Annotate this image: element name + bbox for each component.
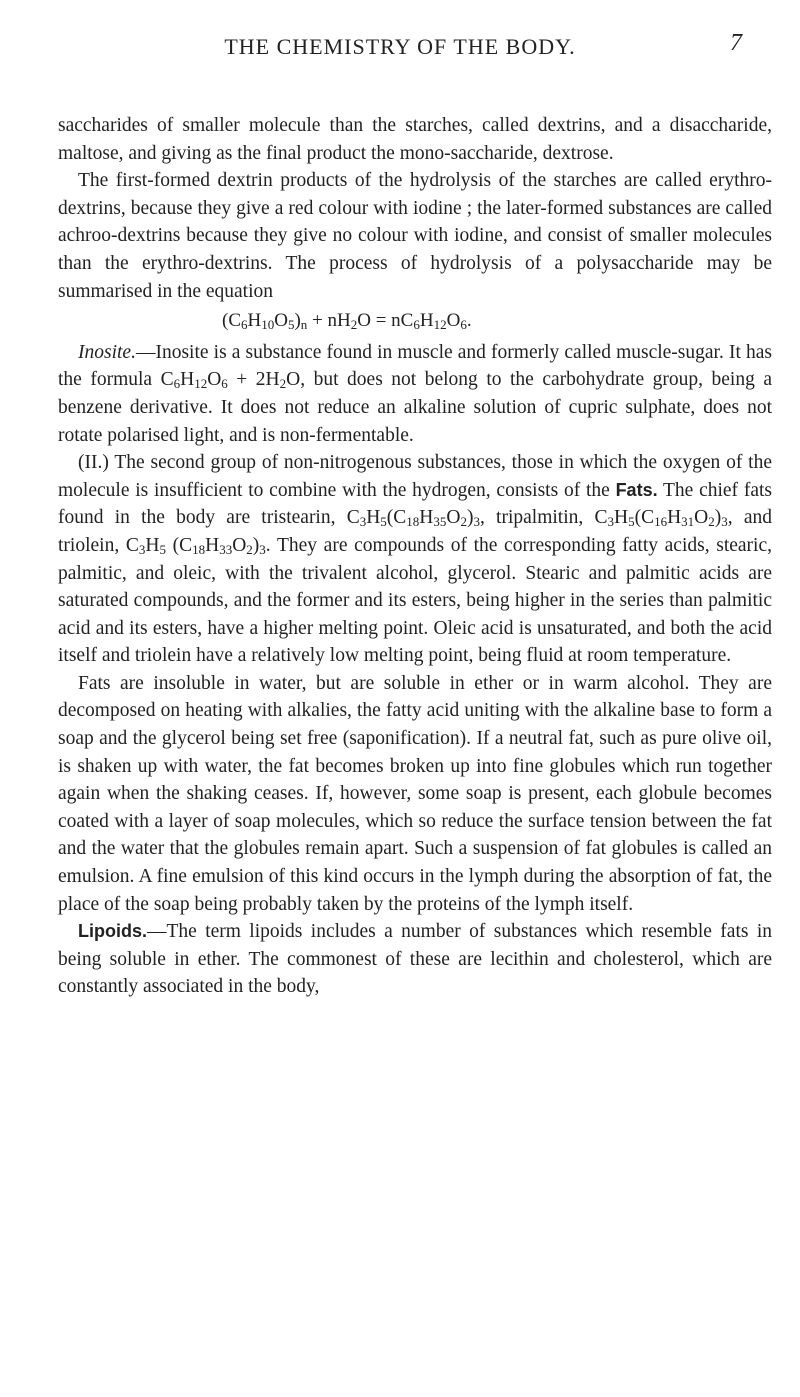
body-text bbox=[58, 112, 772, 1001]
paragraph-lipoids bbox=[58, 918, 772, 1001]
inosite-formula: $C_6H_{12}O_6 + 2H_2O$ bbox=[160, 369, 301, 392]
fats-text-a: (II.) The second group of non-nitrogenous substances, those in which the oxygen of the molecule is insufficient to combine with the hydrogen, consists of the bbox=[58, 452, 772, 501]
fats-text-e: . They are compounds of the corresponding fatty acids, stearic, palmitic, and oleic, with the trivalent alcohol, glycerol. Stearic and palmitic acids are saturated compounds, and the former and its esters, being higher in the series than palmitic acid and its esters, have a higher melting point. Oleic acid is unsaturated, and both the acid itself and triolein have a relatively low melting point, being fluid at room temperature. bbox=[58, 534, 772, 667]
tripalmitin-formula: $C_3H_5(C_{16}H_{31}O_2)_3$ bbox=[594, 507, 728, 530]
tristearin-formula: $C_3H_5(C_{18}H_{35}O_2)_3$ bbox=[346, 507, 480, 530]
paragraph-inosite bbox=[58, 339, 772, 449]
fats-text-d: , and triolein, bbox=[58, 507, 772, 556]
inosite-heading: Inosite. bbox=[78, 341, 136, 363]
paragraph-fats bbox=[58, 449, 772, 670]
inosite-text-a: —Inosite is a substance found in muscle and formerly called muscle-sugar. It has the formula bbox=[58, 341, 772, 391]
paragraph-dextrins: saccharides of smaller molecule than the starches, called dextrins, and a disaccharide, maltose, and giving as the final product the mono-saccharide, dextrose. bbox=[58, 115, 772, 164]
running-head: THE CHEMISTRY OF THE BODY. bbox=[224, 34, 576, 59]
triolein-formula: $C_3H_5$ $(C_{18}H_{33}O_2)_3$ bbox=[125, 534, 266, 557]
fats-heading: Fats. bbox=[615, 479, 658, 500]
paragraph-hydrolysis: The first-formed dextrin products of the hydrolysis of the starches are called erythro-dextrins, because they give a red colour with iodine ; the later-formed substances are called achroo-dextrins because they give no colour with iodine, and consist of smaller molecules than the erythro-dextrins. The process of hydrolysis of a polysaccharide may be summarised in the equation bbox=[58, 170, 772, 302]
hydrolysis-equation: $(C_6H_{10}O_5)n + nH_2O = nC_6H_{12}O_6$. bbox=[222, 310, 472, 333]
page-number: 7 bbox=[730, 30, 742, 56]
lipoids-heading: Lipoids. bbox=[78, 921, 147, 942]
fats-text-b: The chief fats found in the body are tristearin, bbox=[58, 479, 772, 529]
fats-text-c: , tripalmitin, bbox=[479, 507, 595, 529]
lipoids-text: —The term lipoids includes a number of substances which resemble fats in being soluble in ether. The commonest of these are lecithin and cholesterol, which are constantly associated in the body, bbox=[58, 921, 772, 998]
paragraph-emulsion: Fats are insoluble in water, but are soluble in ether or in warm alcohol. They are decomposed on heating with alkalies, the fatty acid uniting with the alkaline base to form a soap and the glycerol being set free (saponification). If a neutral fat, such as pure olive oil, is shaken up with water, the fat becomes broken up into fine globules which run together again when the shaking ceases. If, however, some soap is present, each globule becomes coated with a layer of soap molecules, which so reduce the surface tension between the fat and the water that the globules remain apart. Such a suspension of fat globules is called an emulsion. A fine emulsion of this kind occurs in the lymph during the absorption of fat, the place of the soap being probably taken by the proteins of the lymph itself. bbox=[58, 672, 772, 915]
inosite-text-b: , but does not belong to the carbohydrate group, being a benzene derivative. It does not reduce an alkaline solution of cupric sulphate, does not rotate polarised light, and is non-fermentable. bbox=[58, 369, 772, 446]
